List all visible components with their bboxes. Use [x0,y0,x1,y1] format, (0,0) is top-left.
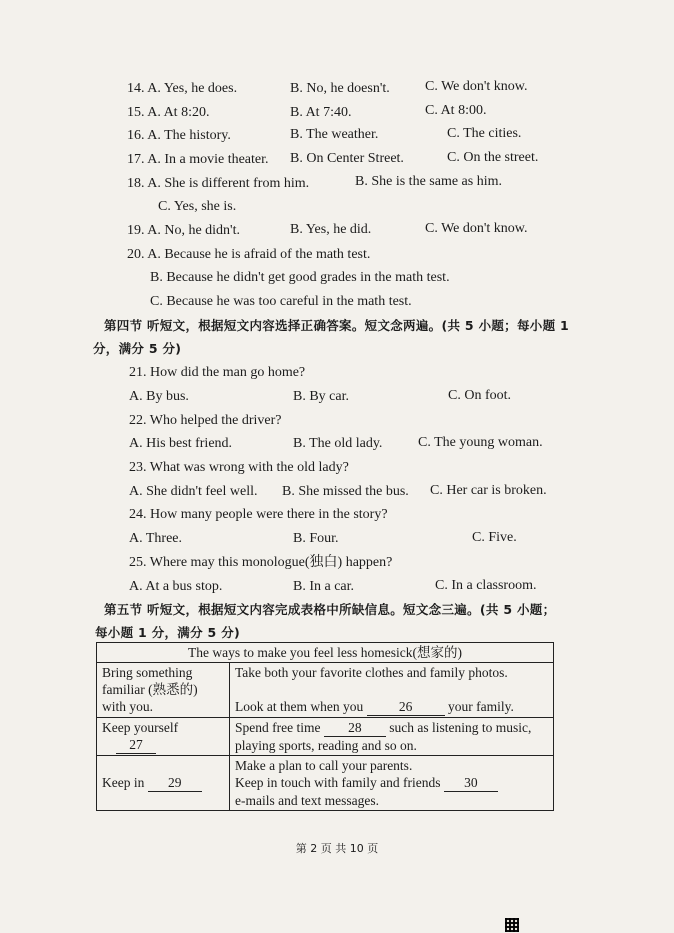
q21-option-c: C. On foot. [448,388,511,403]
q22-option-c: C. The young woman. [418,435,543,450]
q22-question: 22. Who helped the driver? [129,413,282,428]
q17-option-a: 17. A. In a movie theater. [127,152,269,167]
q21-option-a: A. By bus. [129,389,189,404]
table-row2-left [97,718,230,756]
table-row2-right [230,718,554,756]
q25-option-c: C. In a classroom. [435,578,537,593]
row1-right-top: Take both your favorite clothes and family photos. [235,665,508,680]
row1-right-bottom [235,698,548,716]
row2-left-pre: Keep yourself [102,720,179,735]
q19-option-a: 19. A. No, he didn't. [127,223,240,238]
q18-option-c: C. Yes, she is. [158,199,237,214]
blank-27[interactable]: 27 [116,736,156,754]
q24-option-b: B. Four. [293,531,339,546]
row3-left-pre: Keep in [102,775,145,790]
q24-option-a: A. Three. [129,531,182,546]
q14-option-b: B. No, he doesn't. [290,81,390,96]
q15-option-c: C. At 8:00. [425,103,487,118]
q25-option-b: B. In a car. [293,579,355,594]
row1-text-post: your family. [447,699,514,714]
section5-heading: 第五节 听短文，根据短文内容完成表格中所缺信息。短文念三遍。(共 5 小题； [104,602,556,617]
table-row1-left: Bring something familiar (熟悉的) with you. [97,663,230,718]
blank-30[interactable]: 30 [444,774,498,792]
row3-right-line3: e-mails and text messages. [235,793,379,808]
row3-right-line1: Make a plan to call your parents. [235,758,413,773]
q23-option-c: C. Her car is broken. [430,483,547,498]
q21-option-b: B. By car. [293,389,349,404]
q21-question: 21. How did the man go home? [129,365,306,380]
q24-option-c: C. Five. [472,530,517,545]
q17-option-b: B. On Center Street. [290,151,404,166]
q20-option-b: B. Because he didn't get good grades in the math test. [150,270,450,285]
section5-heading-cont: 每小题 1 分，满分 5 分) [95,625,241,640]
homesick-table [96,642,554,811]
q19-option-b: B. Yes, he did. [290,222,372,237]
q25-question: 25. Where may this monologue(独白) happen? [129,555,393,570]
section4-heading-cont: 分，满分 5 分) [93,341,182,356]
table-title: The ways to make you feel less homesick(想家的) [97,643,554,663]
blank-26[interactable]: 26 [367,698,445,716]
row1-text-pre: Look at them when you [235,699,364,714]
q17-option-c: C. On the street. [447,150,539,165]
table-row3-left [97,756,230,811]
blank-28[interactable]: 28 [324,719,386,737]
q22-option-a: A. His best friend. [129,436,233,451]
q16-option-a: 16. A. The history. [127,128,231,143]
q20-option-c: C. Because he was too careful in the math test. [150,294,412,309]
q16-option-b: B. The weather. [290,127,379,142]
blank-29[interactable]: 29 [148,774,202,792]
row2-text-post: such as listening to music, playing sports, reading and so on. [235,720,532,753]
section4-heading: 第四节 听短文，根据短文内容选择正确答案。短文念两遍。(共 5 小题；每小题 1 [104,318,570,333]
q23-option-a: A. She didn't feel well. [129,484,258,499]
q22-option-b: B. The old lady. [293,436,383,451]
table-row3-right [230,756,554,811]
page-footer: 第 2 页 共 10 页 [295,842,379,855]
q23-option-b: B. She missed the bus. [282,484,409,499]
q14-option-c: C. We don't know. [425,79,528,94]
q23-question: 23. What was wrong with the old lady? [129,460,349,475]
row3-text-pre: Keep in touch with family and friends [235,775,441,790]
row3-right-line2 [235,774,548,792]
q16-option-c: C. The cities. [447,126,522,141]
q15-option-b: B. At 7:40. [290,105,352,120]
q18-option-b: B. She is the same as him. [355,174,502,189]
qr-code-icon [505,918,519,932]
q18-option-a: 18. A. She is different from him. [127,176,310,191]
row2-text-pre: Spend free time [235,720,321,735]
q25-option-a: A. At a bus stop. [129,579,223,594]
q20-option-a: 20. A. Because he is afraid of the math test. [127,247,371,262]
q19-option-c: C. We don't know. [425,221,528,236]
q14-option-a: 14. A. Yes, he does. [127,81,238,96]
q24-question: 24. How many people were there in the story? [129,507,388,522]
q15-option-a: 15. A. At 8:20. [127,105,210,120]
table-row1-right [230,663,554,718]
